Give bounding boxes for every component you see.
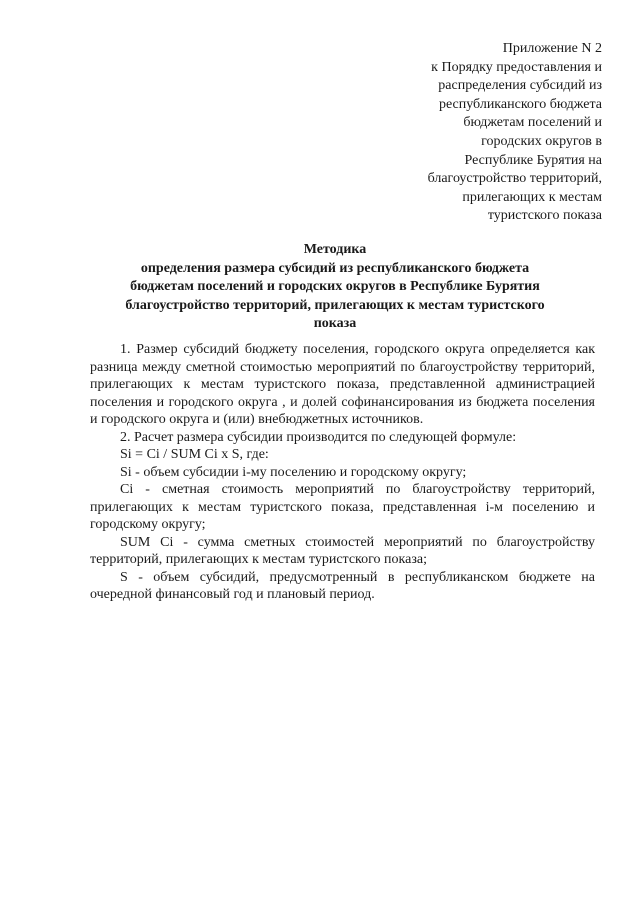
- body-paragraph: 2. Расчет размера субсидии производится по следующей формуле:: [120, 429, 517, 445]
- body-paragraph: SUM Ci - сумма сметных стоимостей мероприятий по благоустройству территорий, прилегающих к местам туристского показа;: [90, 534, 595, 567]
- appendix-line: бюджетам поселений и: [463, 115, 602, 131]
- appendix-line: благоустройство территорий,: [427, 171, 602, 187]
- appendix-line: туристского показа: [487, 208, 602, 224]
- appendix-line: Республике Бурятия на: [464, 152, 602, 168]
- appendix-line: республиканского бюджета: [438, 96, 602, 112]
- body-paragraph: Ci - сметная стоимость мероприятий по благоустройству территорий, прилегающих к местам туристского показа, представленная i-м поселению и городскому округу;: [90, 482, 595, 532]
- title-line: Методика: [303, 242, 367, 257]
- appendix-line: городских округов в: [481, 133, 602, 149]
- appendix-header: [362, 40, 602, 226]
- title-line: показа: [313, 316, 357, 332]
- document-title: [70, 241, 600, 334]
- appendix-line: Приложение N 2: [502, 41, 602, 56]
- body-paragraph: 1. Размер субсидий бюджету поселения, городского округа определяется как разница между сметной стоимостью мероприятий по благоустройству территорий, прилегающих к местам туристского показа, представленной администрацией поселения и городского округа , и долей софинансирования из бюджета поселения и городского округа и (или) внебюджетных источников.: [90, 342, 595, 427]
- title-line: благоустройство территорий, прилегающих к местам туристского: [125, 297, 545, 313]
- document-body: [90, 341, 595, 604]
- formula-paragraph: Si = Ci / SUM Ci x S, где:: [120, 447, 269, 462]
- appendix-line: к Порядку предоставления и: [431, 59, 602, 75]
- title-line: определения размера субсидий из республиканского бюджета: [140, 260, 530, 276]
- appendix-line: распределения субсидий из: [438, 78, 602, 94]
- title-line: бюджетам поселений и городских округов в Республике Бурятия: [130, 279, 540, 295]
- body-paragraph: Si - объем субсидии i-му поселению и городскому округу;: [120, 464, 467, 480]
- appendix-line: прилегающих к местам: [462, 189, 602, 205]
- body-paragraph: S - объем субсидий, предусмотренный в республиканском бюджете на очередной финансовый год и плановый период.: [90, 569, 595, 602]
